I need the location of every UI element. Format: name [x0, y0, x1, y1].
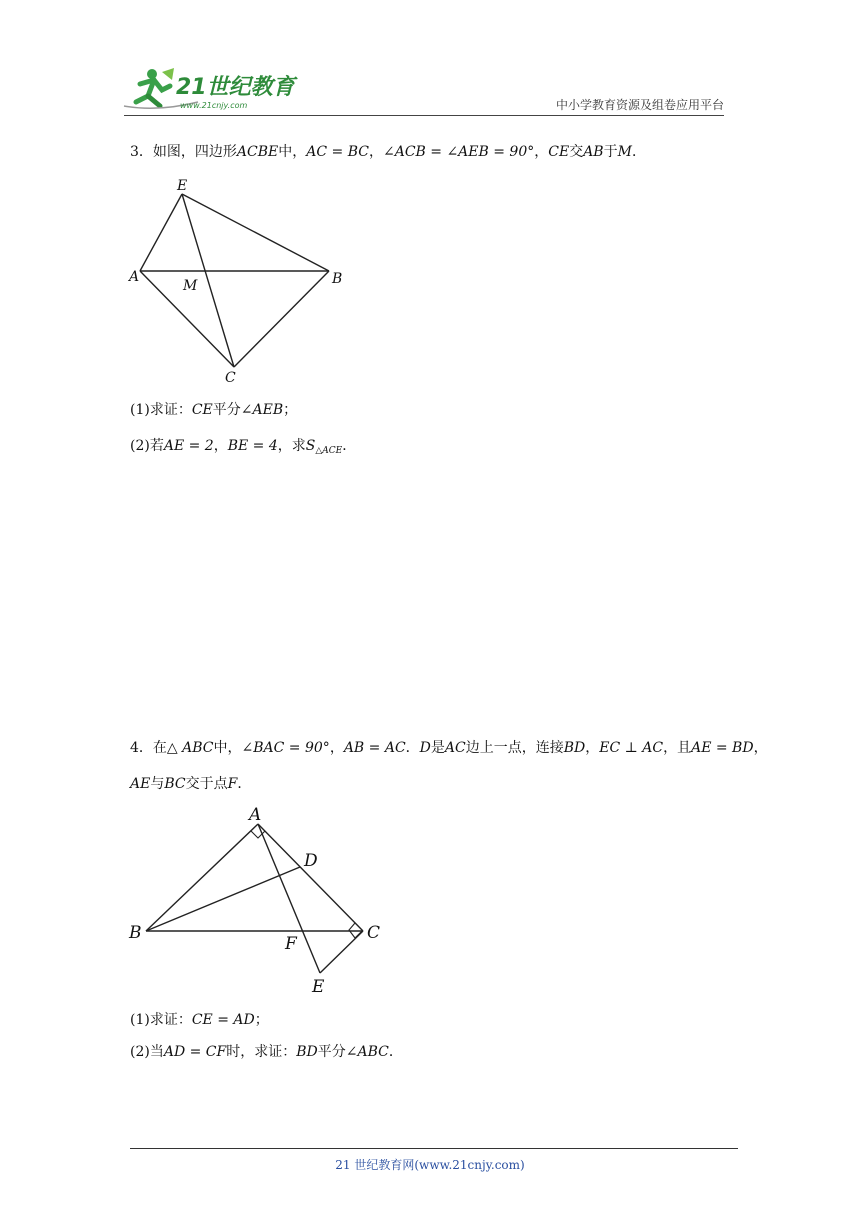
header-platform-text: 中小学教育资源及组卷应用平台	[555, 98, 724, 112]
q4-eq2: AB = AC	[343, 740, 406, 756]
q4-ac: AC	[444, 740, 466, 756]
footer-site-link[interactable]: 21 世纪教育网(www.21cnjy.com)	[335, 1158, 525, 1172]
q4-text2: 边上一点，连接	[465, 740, 564, 756]
q4-part1-end: ；	[254, 1012, 269, 1028]
q4-segment-bd	[146, 867, 300, 931]
q4-line2-end: ．	[237, 776, 252, 792]
q3-stem	[130, 142, 646, 162]
q4-line1-end: ，	[753, 740, 768, 756]
q4-bd: BD	[563, 740, 586, 756]
q4-part2-pf: 平分	[317, 1044, 346, 1060]
q4-sep1: ，	[329, 740, 344, 756]
q4-ae: AE	[130, 776, 151, 792]
q4-part1-prefix: (1)求证：	[130, 1012, 192, 1028]
q3-part1-prefix: (1)求证：	[130, 402, 192, 418]
q3-m: M	[617, 144, 632, 160]
q3-jiao: 交	[569, 144, 584, 160]
q4-dot: ．	[405, 740, 420, 756]
header-divider	[124, 115, 724, 116]
q3-part2-s: S	[305, 438, 316, 454]
q4-part1	[130, 1010, 269, 1030]
footer-divider	[130, 1148, 738, 1149]
q4-part2-bd: BD	[296, 1044, 318, 1060]
q4-eq3: AE = BD	[691, 740, 754, 756]
q4-part2	[130, 1042, 403, 1062]
q4-qie: ，且	[663, 740, 692, 756]
q3-part2-eq1: AE = 2	[163, 438, 214, 454]
q4-part2-prefix: (2)当	[130, 1044, 164, 1060]
q3-part2-mid: ，求	[277, 438, 306, 454]
q4-part2-angle: ∠ABC	[345, 1044, 389, 1060]
q4-label-c: C	[367, 923, 381, 943]
q4-label-f: F	[285, 934, 297, 954]
q3-stem-prefix: 3．如图，四边形	[130, 144, 237, 160]
q4-bc: BC	[164, 776, 186, 792]
q4-sep2: ，	[585, 740, 600, 756]
q3-sep2: ，	[534, 144, 549, 160]
q4-prefix: 4．在	[130, 740, 167, 756]
q4-part1-eq: CE = AD	[191, 1012, 255, 1028]
q4-zhong: 中，	[213, 740, 242, 756]
q3-part1-ce: CE	[191, 402, 213, 418]
q4-eq1: ∠BAC = 90°	[241, 740, 330, 756]
q3-stem-mid: 中，	[278, 144, 307, 160]
q3-part2-prefix: (2)若	[130, 438, 164, 454]
q3-ab: AB	[583, 144, 604, 160]
q4-shi: 是	[430, 740, 445, 756]
q3-eq1: AC = BC	[306, 144, 369, 160]
q4-stem-line2	[130, 774, 251, 794]
q3-part2-eq2: BE = 4	[227, 438, 278, 454]
q3-part2-sep: ，	[213, 438, 228, 454]
q3-sep: ，	[368, 144, 383, 160]
q3-ce: CE	[548, 144, 570, 160]
q3-label-e: E	[177, 178, 188, 194]
q4-label-e: E	[312, 977, 325, 997]
q4-segment-ab	[146, 824, 258, 931]
q3-part2-end: ．	[342, 438, 357, 454]
q3-part1-angle: ∠AEB	[240, 402, 284, 418]
q3-label-a: A	[129, 269, 140, 285]
q3-label-m: M	[183, 278, 198, 294]
q3-part1-end: ；	[283, 402, 298, 418]
q3-part2	[130, 436, 356, 461]
q4-label-d: D	[304, 851, 318, 871]
q4-figure	[126, 800, 388, 1000]
q3-segment-bc	[234, 271, 329, 367]
site-logo	[118, 62, 308, 116]
q3-quad-name: ACBE	[236, 144, 279, 160]
q3-yu: 于	[603, 144, 618, 160]
q4-yu: 与	[150, 776, 165, 792]
q3-segment-eb	[182, 194, 329, 271]
q3-figure	[126, 172, 366, 388]
q3-part1	[130, 400, 297, 420]
q4-label-a: A	[249, 805, 262, 825]
q4-f: F	[227, 776, 238, 792]
q3-part2-sub: △ACE	[315, 446, 343, 456]
q4-label-b: B	[129, 923, 142, 943]
q3-end: ．	[631, 144, 646, 160]
q4-part2-mid: 时，求证：	[226, 1044, 297, 1060]
q4-part2-end: ．	[388, 1044, 403, 1060]
q4-segment-ce	[320, 931, 363, 973]
q4-stem-line1	[130, 738, 768, 758]
logo-text: 21世纪教育	[176, 75, 295, 100]
q3-label-c: C	[225, 370, 236, 386]
page-header	[118, 62, 724, 120]
q3-segment-ea	[140, 194, 182, 271]
q4-d: D	[419, 740, 431, 756]
logo-url-text: www.21cnjy.com	[180, 101, 248, 110]
q4-triangle: △ ABC	[166, 740, 214, 756]
q4-perp: EC ⊥ AC	[599, 740, 664, 756]
q3-part1-mid: 平分	[212, 402, 241, 418]
q4-part2-eq: AD = CF	[163, 1044, 227, 1060]
q3-label-b: B	[332, 271, 343, 287]
q3-eq2: ∠ACB = ∠AEB = 90°	[382, 144, 535, 160]
q4-text: 交于点	[185, 776, 228, 792]
